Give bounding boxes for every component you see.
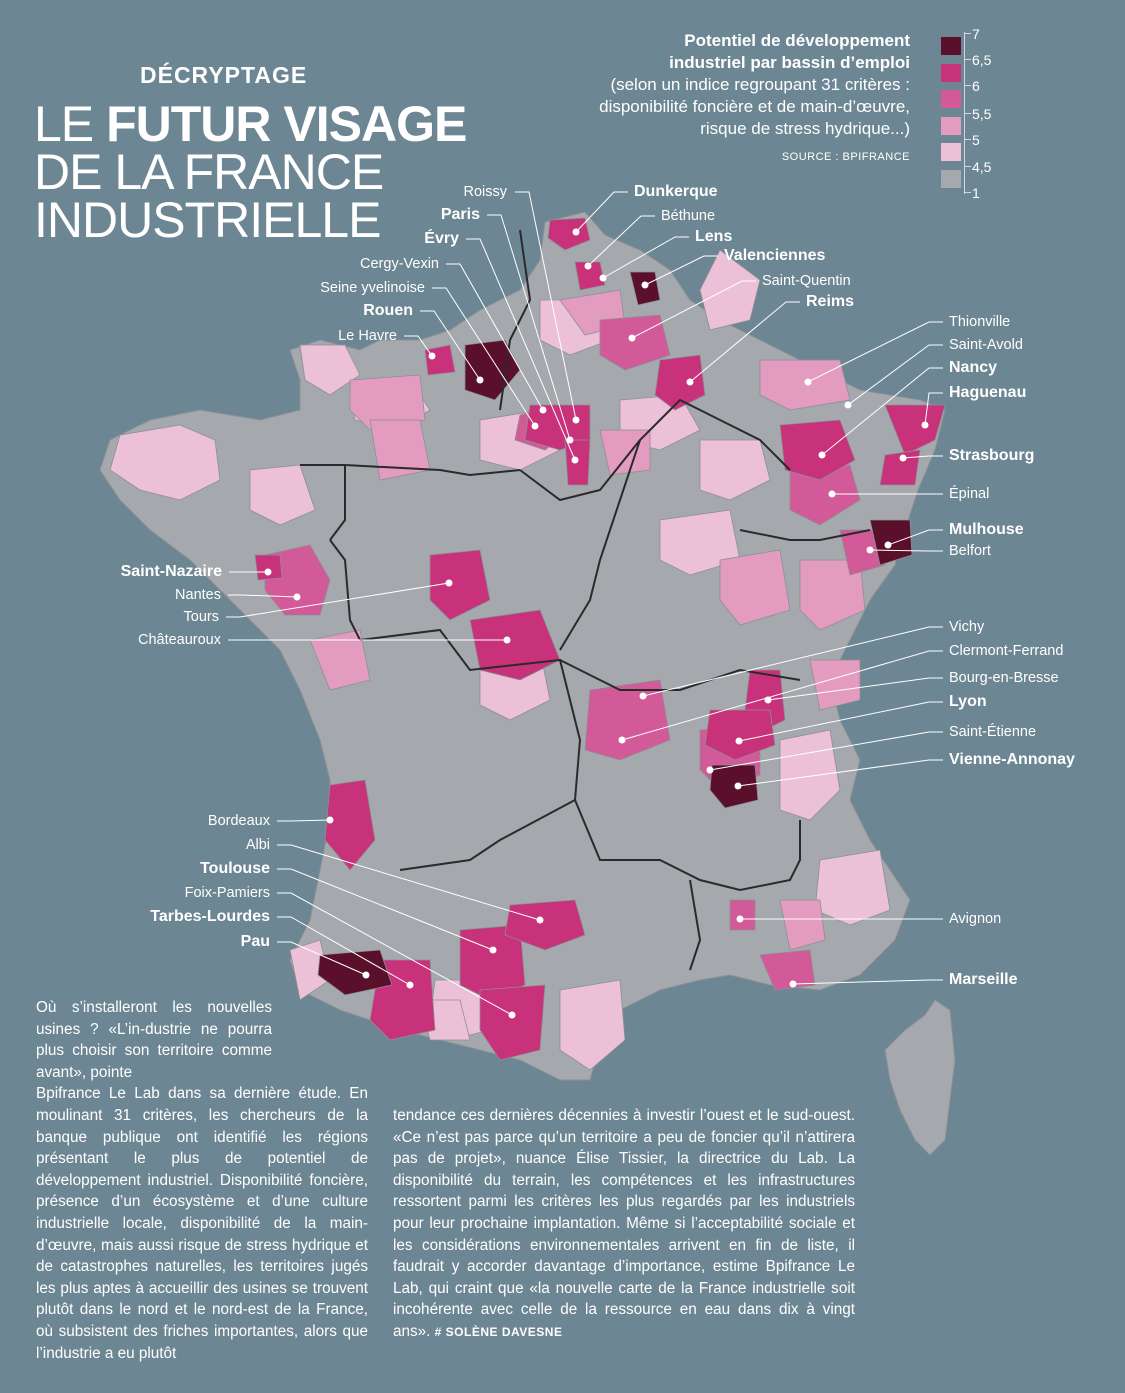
title-line-3: DE LA FRANCE xyxy=(34,144,384,200)
legend-swatch xyxy=(941,90,961,108)
city-label: Dunkerque xyxy=(634,183,718,200)
legend-swatch xyxy=(941,170,961,188)
legend-source: SOURCE : BPIFRANCE xyxy=(781,151,910,163)
article-col1-body: Bpifrance Le Lab dans sa dernière étude. En moulinant 31 critères, les chercheurs de la banque publique ont identifié les régions présentant le plus de potentiel de développement industriel. Disponibilité foncière, présence d’un écosystème et d’une culture industrielle locale, disponibilité de la main-d’œuvre, mais aussi risque de stress hydrique et de catastrophes naturelles, les territoires jugés les plus aptes à accueillir des usines se trouvent plutôt dans le nord et le nord-est de la France, où subsistent des friches importantes, alors que l’industrie a eu plutôt xyxy=(36,1085,368,1362)
legend-swatch xyxy=(941,64,961,82)
legend-title-2: industriel par bassin d’emploi xyxy=(669,53,910,72)
city-label: Strasbourg xyxy=(949,447,1035,464)
legend-subtitle-1: (selon un indice regroupant 31 critères : xyxy=(610,75,910,94)
city-label: Seine yvelinoise xyxy=(320,280,425,296)
city-label: Valenciennes xyxy=(724,247,826,264)
city-label: Tours xyxy=(183,609,219,625)
kicker: DÉCRYPTAGE xyxy=(140,62,308,88)
city-label: Paris xyxy=(440,206,480,223)
legend-tick xyxy=(965,59,971,60)
city-label: Saint-Avold xyxy=(949,337,1023,353)
city-label: Saint-Nazaire xyxy=(120,563,222,580)
legend-tick-label: 4,5 xyxy=(972,159,992,175)
city-label: Clermont-Ferrand xyxy=(949,643,1064,659)
title-line-1: LE xyxy=(34,96,94,152)
legend-tick xyxy=(965,113,971,114)
city-label: Évry xyxy=(424,230,459,247)
city-label: Vichy xyxy=(949,619,985,635)
city-label: Marseille xyxy=(949,971,1018,988)
city-label: Bordeaux xyxy=(207,813,270,829)
legend-tick-label: 5,5 xyxy=(972,106,992,122)
title-line-4: INDUSTRIELLE xyxy=(34,192,381,248)
article-column-1 xyxy=(36,997,368,1364)
legend-tick-label: 7 xyxy=(972,26,980,42)
page-title xyxy=(34,96,467,248)
title-line-2: FUTUR VISAGE xyxy=(106,96,467,152)
city-label: Châteauroux xyxy=(137,632,221,648)
city-label: Foix-Pamiers xyxy=(184,885,270,901)
legend-tick xyxy=(965,33,971,34)
legend-tick-label: 6,5 xyxy=(972,52,992,68)
city-label: Reims xyxy=(806,293,855,310)
legend-title-1: Potentiel de développement xyxy=(684,31,910,50)
city-label: Pau xyxy=(240,933,270,950)
city-label: Albi xyxy=(245,837,270,853)
corsica xyxy=(885,1000,955,1155)
city-label: Roissy xyxy=(463,184,507,200)
city-label: Mulhouse xyxy=(949,521,1024,538)
legend-text xyxy=(510,30,910,168)
city-label: Thionville xyxy=(949,314,1011,330)
article-col1-intro: Où s’installeront les nouvelles usines ? «L’in-dustrie ne pourra plus choisir son territoire comme avant», pointe xyxy=(36,999,272,1081)
legend-tick xyxy=(965,192,971,193)
city-label: Cergy-Vexin xyxy=(360,256,439,272)
legend-swatch xyxy=(941,143,961,161)
city-label: Toulouse xyxy=(200,860,270,877)
city-label: Le Havre xyxy=(338,328,397,344)
legend-swatch xyxy=(941,37,961,55)
city-label: Saint-Quentin xyxy=(762,273,851,289)
city-label: Béthune xyxy=(661,208,716,224)
legend-tick-label: 6 xyxy=(972,78,980,94)
city-label: Épinal xyxy=(949,486,990,502)
city-label: Nancy xyxy=(949,359,998,376)
city-label: Avignon xyxy=(949,911,1002,927)
leader-line xyxy=(277,820,330,821)
legend-tick-label: 5 xyxy=(972,132,980,148)
legend-tick-label: 1 xyxy=(972,185,980,201)
article-column-2 xyxy=(393,1105,855,1344)
legend-tick xyxy=(965,139,971,140)
city-label: Bourg-en-Bresse xyxy=(949,670,1059,686)
article-col2-body: tendance ces dernières décennies à investir l’ouest et le sud-ouest. «Ce n’est pas parce qu’un territoire a peu de foncier qu’il n’attirera pas de projet», nuance Élise Tissier, la directrice du Lab. La disponibilité du terrain, les compétences et les infrastructures ressortent parmi les critères les plus regardés par les industriels pour leur prochaine implantation. Même si l’acceptabilité sociale et les considérations environnementales arrivent en fin de liste, il faudrait y accorder davantage d’importance, estime Bpifrance Le Lab, qui craint que «la nouvelle carte de la France industrielle soit incohérente avec celle de la ressource en eau dans dix à vingt ans». xyxy=(393,1107,855,1340)
city-label: Belfort xyxy=(949,543,991,559)
city-label: Nantes xyxy=(175,587,221,603)
city-label: Haguenau xyxy=(949,384,1027,401)
legend-swatch xyxy=(941,117,961,135)
city-label: Rouen xyxy=(363,302,413,319)
city-label: Saint-Étienne xyxy=(949,724,1037,740)
byline: # SOLÈNE DAVESNE xyxy=(434,1324,563,1339)
legend-tick xyxy=(965,85,971,86)
city-label: Lyon xyxy=(949,693,987,710)
city-label: Vienne-Annonay xyxy=(949,751,1075,768)
legend-tick xyxy=(965,166,971,167)
city-label: Tarbes-Lourdes xyxy=(150,908,270,925)
city-label: Lens xyxy=(695,228,733,245)
legend-subtitle-3: risque de stress hydrique...) xyxy=(700,119,910,138)
legend-subtitle-2: disponibilité foncière et de main-d’œuvre, xyxy=(599,97,910,116)
